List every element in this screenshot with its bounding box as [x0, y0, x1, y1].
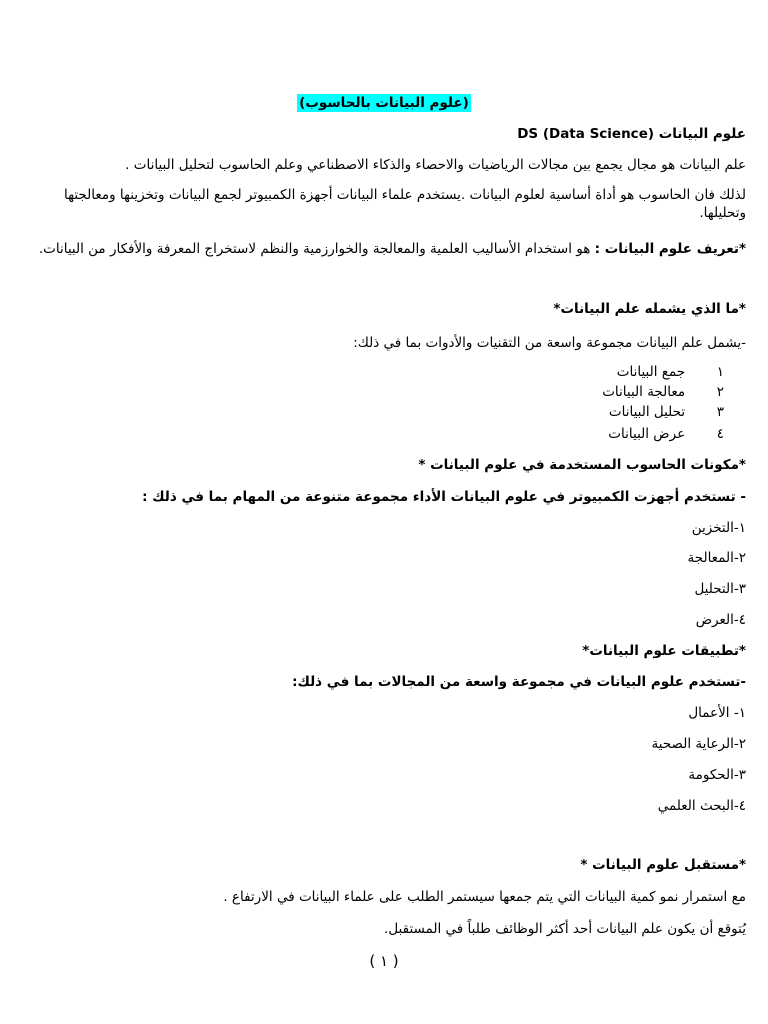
- section3-list-item: ٤-البحث العلمي: [657, 798, 746, 814]
- page-number: ( ١ ): [369, 952, 399, 970]
- section2-list-item: ٢-المعالجة: [687, 550, 746, 566]
- definition-paragraph: [30, 240, 746, 258]
- intro-line-2: لذلك فان الحاسوب هو أداة أساسية لعلوم البيانات .يستخدم علماء البيانات أجهزة الكمبيوتر لجمع البيانات وتخزينها ومعالجتها وتحليلها.: [64, 187, 746, 221]
- section2-intro: - تستخدم أجهزت الكمبيوتر في علوم البيانات الأداء مجموعة متنوعة من المهام بما في ذلك :: [142, 489, 746, 505]
- section3-list-item: ٢-الرعاية الصحية: [651, 736, 746, 752]
- section1-list-item: ١ جمع البيانات: [616, 364, 724, 380]
- section3-intro: -تستخدم علوم البيانات في مجموعة واسعة من المجالات بما في ذلك:: [292, 674, 746, 690]
- section2-list-item: ٣-التحليل: [694, 581, 746, 597]
- section1-list-item: ٤ عرض البيانات: [608, 426, 724, 442]
- section1-heading: *ما الذي يشمله علم البيانات*: [553, 301, 746, 317]
- section3-list-item: ١- الأعمال: [688, 705, 746, 721]
- section4-line-1: مع استمرار نمو كمية البيانات التي يتم جمعها سيستمر الطلب على علماء البيانات في الارتفاع .: [223, 889, 746, 905]
- intro-line-1: علم البيانات هو مجال يجمع بين مجالات الرياضيات والاحصاء والذكاء الاصطناعي وعلم الحاسوب لتحليل البيانات .: [125, 157, 746, 173]
- heading-data-science: علوم البيانات DS (Data Science): [517, 126, 746, 142]
- section1-list-item: ٢ معالجة البيانات: [602, 384, 724, 400]
- section3-heading: *تطبيقات علوم البيانات*: [582, 643, 746, 659]
- section2-heading: *مكونات الحاسوب المستخدمة في علوم البيانات *: [418, 457, 746, 473]
- section1-intro: -يشمل علم البيانات مجموعة واسعة من التقنيات والأدوات بما في ذلك:: [353, 335, 746, 351]
- definition-text: هو استخدام الأساليب العلمية والمعالجة والخوارزمية والنظم لاستخراج المعرفة والأفكار من البيانات.: [38, 241, 595, 257]
- document-title-row: [0, 94, 768, 112]
- section1-list-item: ٣ تحليل البيانات: [608, 404, 724, 420]
- section2-list-item: ٤-العرض: [695, 612, 746, 628]
- section2-list-item: ١-التخزين: [691, 520, 746, 536]
- section4-heading: *مستقبل علوم البيانات *: [580, 857, 746, 873]
- document-title: (علوم البيانات بالحاسوب): [299, 95, 469, 111]
- definition-label: *تعريف علوم البيانات :: [594, 241, 746, 257]
- section3-list-item: ٣-الحكومة: [688, 767, 746, 783]
- section4-line-2: يُتوقع أن يكون علم البيانات أحد أكثر الوظائف طلباً في المستقبل.: [384, 921, 746, 937]
